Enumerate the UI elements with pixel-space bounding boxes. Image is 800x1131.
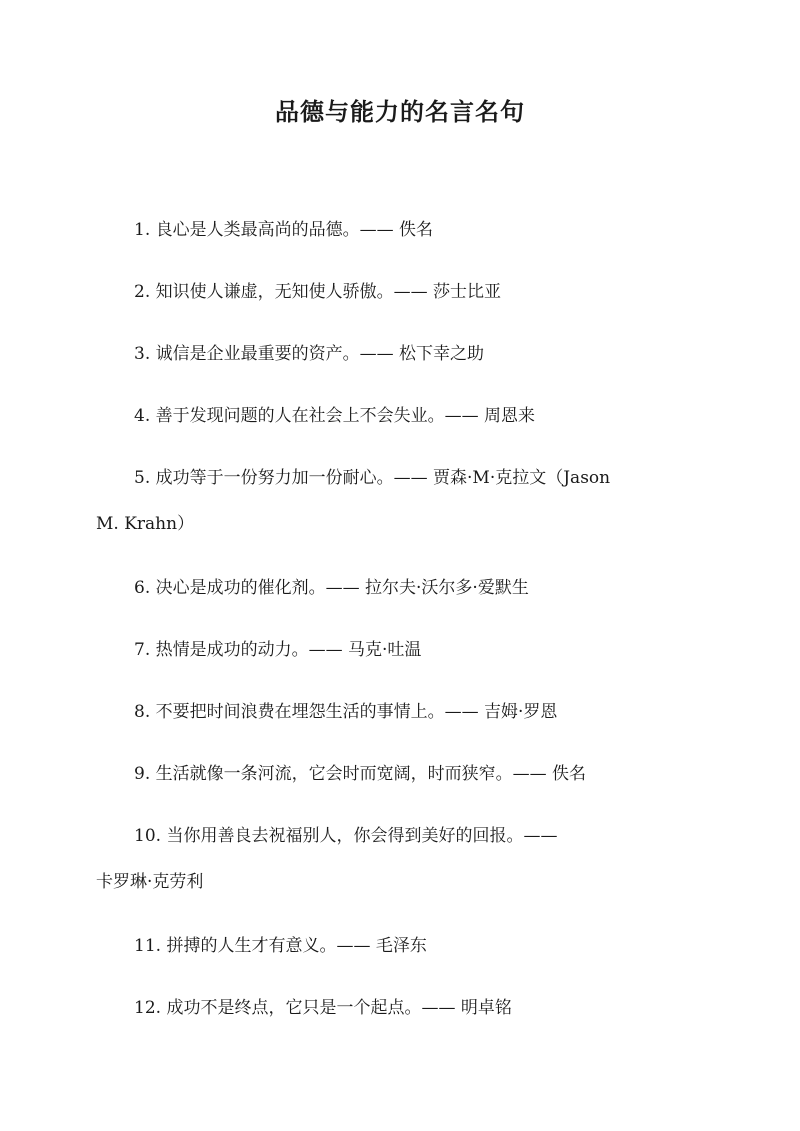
quote-item-7: 7. 热情是成功的动力。—— 马克·吐温 bbox=[134, 640, 422, 660]
quote-item-2: 2. 知识使人谦虚，无知使人骄傲。—— 莎士比亚 bbox=[134, 282, 502, 302]
quote-item-6: 6. 决心是成功的催化剂。—— 拉尔夫·沃尔多·爱默生 bbox=[134, 578, 529, 598]
quote-item-5: 5. 成功等于一份努力加一份耐心。—— 贾森·M·克拉文（Jason bbox=[134, 468, 611, 488]
page-title: 品德与能力的名言名句 bbox=[275, 97, 525, 126]
quote-item-12: 12. 成功不是终点，它只是一个起点。—— 明卓铭 bbox=[134, 998, 512, 1018]
quote-item-8: 8. 不要把时间浪费在埋怨生活的事情上。—— 吉姆·罗恩 bbox=[134, 702, 558, 722]
quote-item-3: 3. 诚信是企业最重要的资产。—— 松下幸之助 bbox=[134, 344, 485, 364]
quote-item-11: 11. 拼搏的人生才有意义。—— 毛泽东 bbox=[134, 936, 427, 956]
quote-item-1: 1. 良心是人类最高尚的品德。—— 佚名 bbox=[134, 220, 434, 240]
quote-item-4: 4. 善于发现问题的人在社会上不会失业。—— 周恩来 bbox=[134, 406, 536, 426]
quote-item-9: 9. 生活就像一条河流，它会时而宽阔，时而狭窄。—— 佚名 bbox=[134, 764, 587, 784]
quote-item-10: 10. 当你用善良去祝福别人，你会得到美好的回报。—— bbox=[134, 826, 558, 846]
quote-item-5-continuation: M. Krahn） bbox=[96, 514, 195, 534]
quote-item-10-continuation: 卡罗琳·克劳利 bbox=[96, 872, 204, 892]
